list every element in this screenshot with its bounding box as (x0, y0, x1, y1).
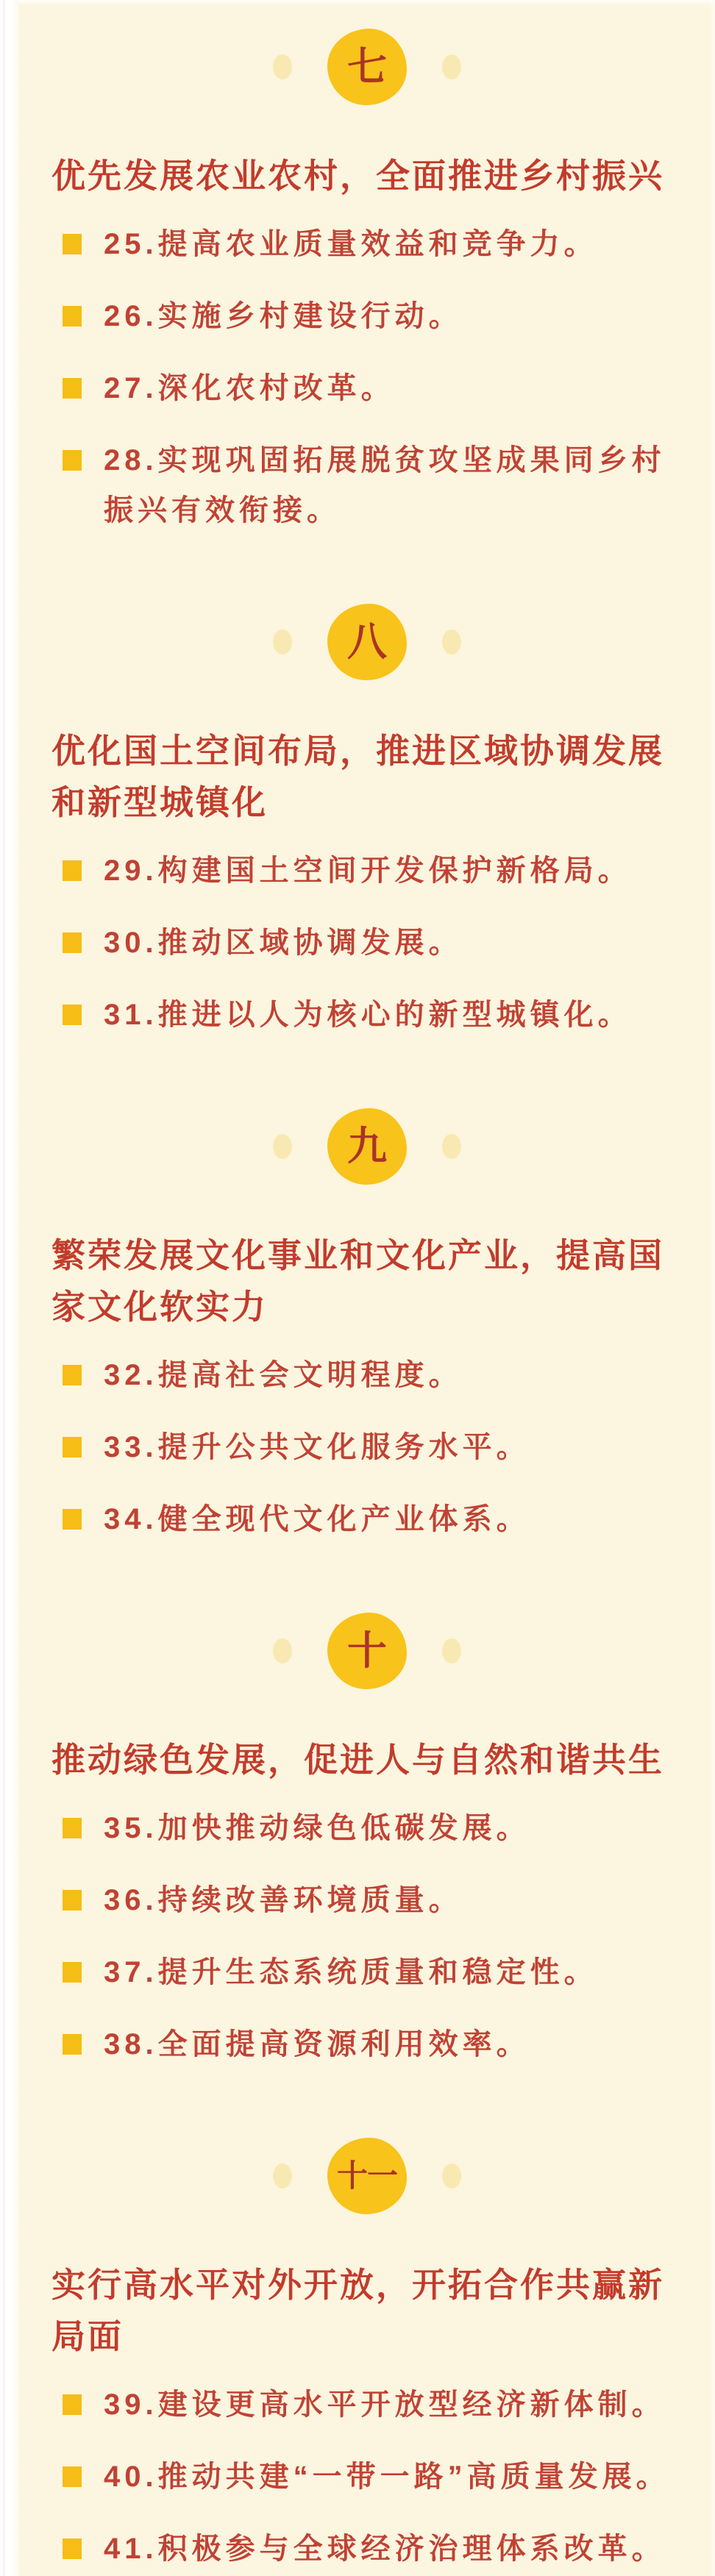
list-item-text: 29.构建国土空间开发保护新格局。 (104, 854, 632, 887)
section-badge-row (19, 2137, 715, 2215)
bullet-square-icon (63, 1962, 82, 1983)
bullet-square-icon (63, 1437, 82, 1458)
section-title-line: 实行高水平对外开放，开拓合作共赢新 (51, 2266, 664, 2304)
section-11 (19, 2069, 715, 2574)
list-item (63, 1350, 715, 1400)
section-title-line: 繁荣发展文化事业和文化产业，提高国 (51, 1236, 664, 1274)
decor-dot-icon (273, 629, 292, 654)
section-title (51, 2259, 674, 2362)
bullet-square-icon (63, 1005, 82, 1025)
list-item-text: 26.实施乡村建设行动。 (104, 300, 463, 332)
bullet-square-icon (63, 932, 82, 953)
section-title-line: 局面 (51, 2317, 124, 2355)
section-item-list (19, 846, 715, 1040)
section-number-badge (327, 29, 407, 105)
list-item-text: 34.健全现代文化产业体系。 (104, 1503, 530, 1535)
list-item (63, 2019, 715, 2069)
list-item (63, 2452, 715, 2502)
decor-dot-icon (442, 54, 461, 79)
decor-dot-icon (442, 629, 461, 654)
bullet-square-icon (63, 234, 82, 254)
bullet-square-icon (63, 306, 82, 327)
section-title (51, 1230, 674, 1332)
list-item-text: 37.提升生态系统质量和稳定性。 (104, 1956, 598, 1988)
bullet-square-icon (63, 1890, 82, 1910)
section-title-line: 和新型城镇化 (51, 783, 268, 821)
list-item-text: 27.深化农村改革。 (104, 372, 395, 404)
infographic-content (19, 0, 715, 2576)
bullet-square-icon (63, 1509, 82, 1530)
bullet-square-icon (63, 2394, 82, 2415)
decor-dot-icon (273, 2163, 292, 2188)
list-item (63, 846, 715, 896)
section-number: 七 (347, 45, 387, 89)
list-item-text: 40.推动共建“一带一路”高质量发展。 (104, 2461, 670, 2493)
decor-dot-icon (442, 2163, 461, 2188)
list-item (63, 1803, 715, 1853)
section-title (51, 150, 674, 201)
list-item (63, 1875, 715, 1925)
left-gutter-line (3, 0, 5, 2576)
bullet-square-icon (63, 1818, 82, 1838)
list-item (63, 363, 715, 413)
decor-dot-icon (442, 1134, 461, 1159)
list-item-text: 39.建设更高水平开放型经济新体制。 (104, 2388, 666, 2421)
section-7 (19, 0, 715, 535)
list-item (63, 2524, 715, 2574)
section-title (51, 725, 674, 828)
section-badge-row (19, 603, 715, 681)
section-number: 十 (347, 1629, 387, 1673)
section-10 (19, 1544, 715, 2069)
decor-dot-icon (273, 1134, 292, 1159)
list-item-text: 28.实现巩固拓展脱贫攻坚成果同乡村振兴有效衔接。 (104, 444, 666, 527)
list-item-text: 32.提高社会文明程度。 (104, 1359, 463, 1391)
section-title (51, 1734, 674, 1785)
list-item (63, 219, 715, 269)
section-title-line: 推动绿色发展，促进人与自然和谐共生 (51, 1741, 664, 1779)
section-number-badge (327, 1108, 407, 1185)
section-item-list (19, 2380, 715, 2574)
left-gutter (0, 0, 19, 2576)
section-number: 十一 (336, 2158, 397, 2193)
list-item-text: 41.积极参与全球经济治理体系改革。 (104, 2533, 666, 2565)
decor-dot-icon (273, 1638, 292, 1663)
list-item (63, 291, 715, 341)
section-number: 九 (347, 1124, 387, 1169)
list-item (63, 1494, 715, 1544)
list-item-text: 38.全面提高资源利用效率。 (104, 2028, 530, 2061)
bullet-square-icon (63, 378, 82, 399)
section-number-badge (327, 2138, 407, 2214)
section-title-line: 优先发展农业农村，全面推进乡村振兴 (51, 157, 664, 195)
decor-dot-icon (273, 54, 292, 79)
list-item (63, 435, 715, 535)
bullet-square-icon (63, 2466, 82, 2487)
section-title-line: 家文化软实力 (51, 1288, 268, 1326)
list-item (63, 990, 715, 1040)
section-item-list (19, 1803, 715, 2069)
list-item-text: 35.加快推动绿色低碳发展。 (104, 1812, 530, 1844)
decor-dot-icon (442, 1638, 461, 1663)
section-badge-row (19, 28, 715, 106)
list-item-text: 30.推动区域协调发展。 (104, 927, 463, 959)
section-9 (19, 1040, 715, 1544)
section-badge-row (19, 1107, 715, 1185)
list-item-text: 31.推进以人为核心的新型城镇化。 (104, 999, 632, 1031)
bullet-square-icon (63, 860, 82, 881)
section-8 (19, 535, 715, 1040)
section-item-list (19, 219, 715, 535)
list-item-text: 25.提高农业质量效益和竞争力。 (104, 228, 598, 260)
section-number: 八 (347, 620, 387, 664)
list-item (63, 918, 715, 968)
list-item (63, 1422, 715, 1472)
bullet-square-icon (63, 1365, 82, 1385)
section-title-line: 优化国土空间布局，推进区域协调发展 (51, 732, 664, 770)
section-item-list (19, 1350, 715, 1544)
section-number-badge (327, 604, 407, 680)
bullet-square-icon (63, 2538, 82, 2559)
section-number-badge (327, 1613, 407, 1689)
bullet-square-icon (63, 450, 82, 471)
section-badge-row (19, 1612, 715, 1690)
list-item (63, 1947, 715, 1997)
list-item (63, 2380, 715, 2430)
list-item-text: 36.持续改善环境质量。 (104, 1884, 463, 1916)
list-item-text: 33.提升公共文化服务水平。 (104, 1431, 530, 1463)
bullet-square-icon (63, 2034, 82, 2055)
